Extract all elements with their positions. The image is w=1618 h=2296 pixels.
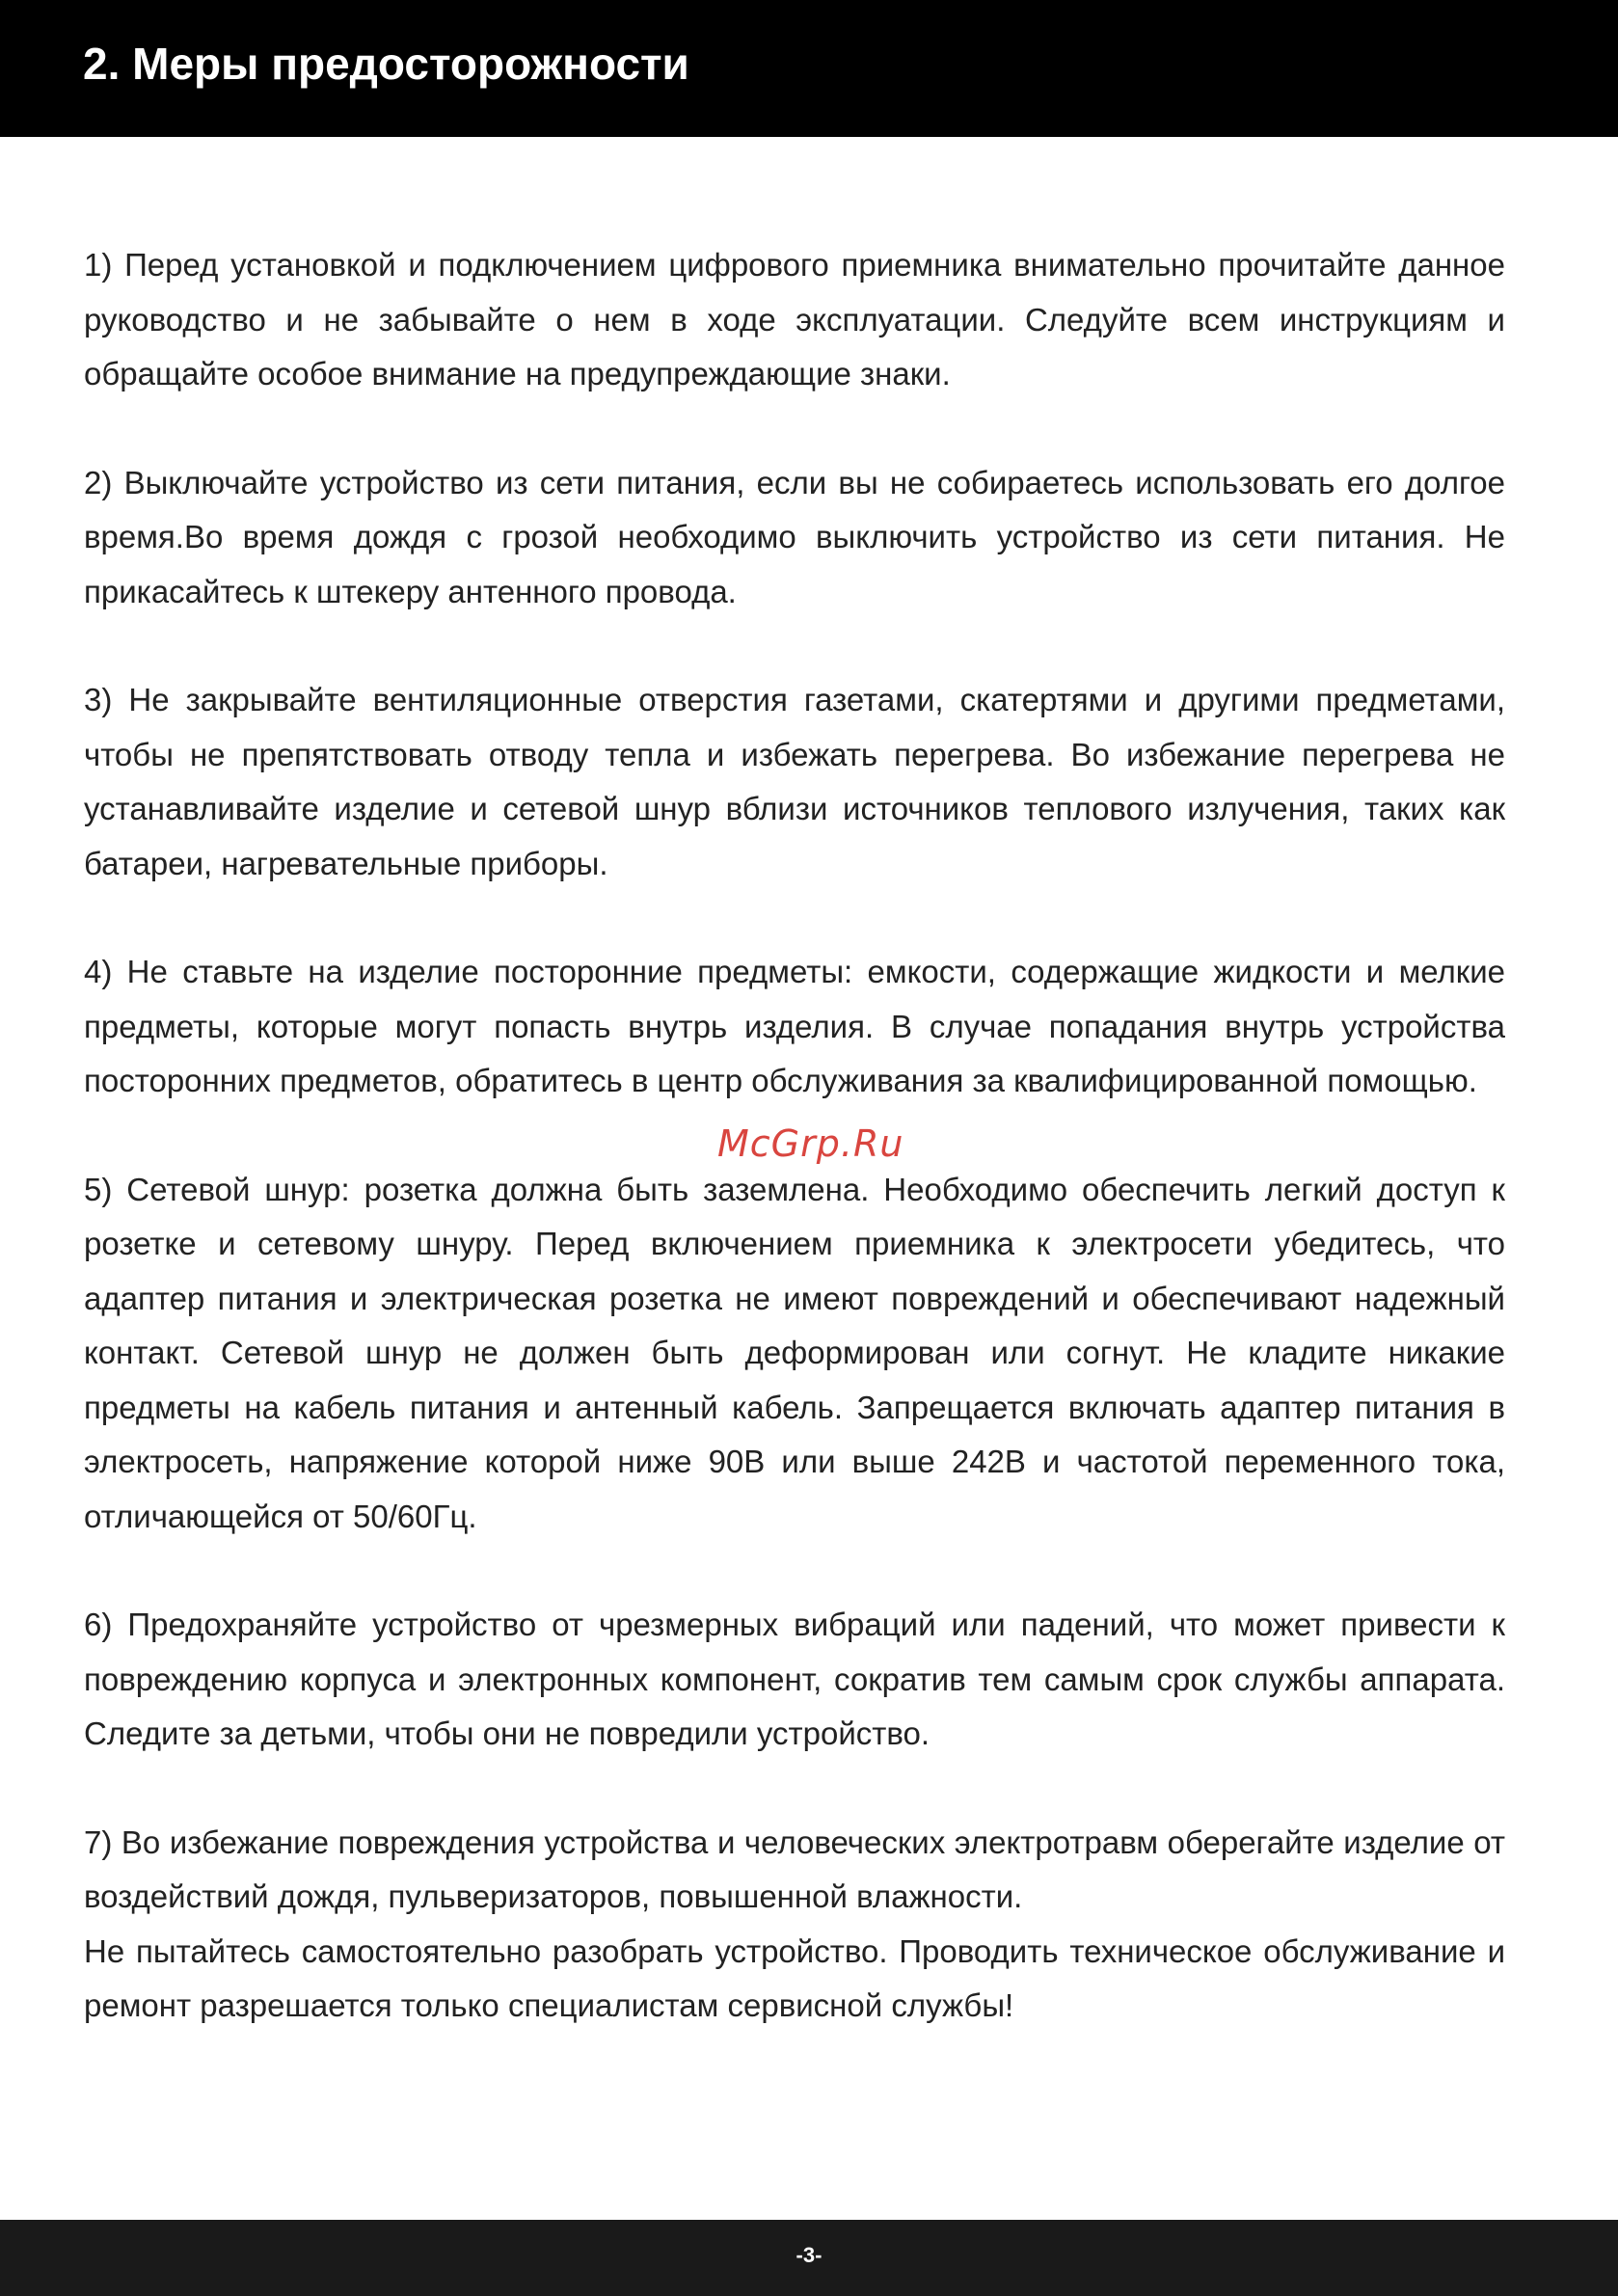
page-title: 2. Меры предосторожности <box>83 39 689 89</box>
precaution-paragraph-5: 5) Сетевой шнур: розетка должна быть заземлена. Необходимо обеспечить легкий доступ к розетке и сетевому шнуру. Перед включением приемника к электросети убедитесь, что адаптер питания и электрическая розетка не имеют повреждений и обеспечивают надежный контакт. Сетевой шнур не должен быть деформирован или согнут. Не кладите никакие предметы на кабель питания и антенный кабель. Запрещается включать адаптер питания в электросеть, напряжение которой ниже 90В или выше 242В и частотой переменного тока, отличающейся от 50/60Гц. <box>84 1171 1505 1534</box>
precaution-paragraph-7-line-2: Не пытайтесь самостоятельно разобрать устройство. Проводить техническое обслуживание и ремонт разрешается только специалистам сервисной службы! <box>84 1932 1505 2023</box>
precaution-paragraph-6: 6) Предохраняйте устройство от чрезмерных вибраций или падений, что может привести к повреждению корпуса и электронных компонент, сократив тем самым срок службы аппарата. Следите за детьми, чтобы они не повредили устройство. <box>84 1607 1505 1751</box>
precaution-paragraph-2: 2) Выключайте устройство из сети питания, если вы не собираетесь использовать его долгое время.Во время дождя с грозой необходимо выключить устройство из сети питания. Не прикасайтесь к штекеру антенного провода. <box>84 464 1505 609</box>
footer-bar <box>0 2220 1618 2296</box>
precaution-paragraph-4: 4) Не ставьте на изделие посторонние предметы: емкости, содержащие жидкости и мелкие предметы, которые могут попасть внутрь изделия. В случае попадания внутрь устройства посторонних предметов, обратитесь в центр обслуживания за квалифицированной помощью. <box>84 954 1505 1098</box>
precaution-paragraph-3: 3) Не закрывайте вентиляционные отверстия газетами, скатертями и другими предметами, чтобы не препятствовать отводу тепла и избежать перегрева. Во избежание перегрева не устанавливайте изделие и сетевой шнур вблизи источников теплового излучения, таких как батареи, нагревательные приборы. <box>84 682 1505 881</box>
precaution-paragraph-7-line-1: 7) Во избежание повреждения устройства и человеческих электротравм оберегайте изделие от воздействий дождя, пульверизаторов, повышенной влажности. <box>84 1823 1505 1914</box>
watermark-text: McGrp.Ru <box>717 1122 904 1165</box>
precaution-paragraph-1: 1) Перед установкой и подключением цифрового приемника внимательно прочитайте данное руководство и не забывайте о нем в ходе эксплуатации. Следуйте всем инструкциям и обращайте особое внимание на предупреждающие знаки. <box>84 247 1505 392</box>
page-number: -3- <box>796 2243 822 2267</box>
precaution-paragraph-7 <box>84 1816 1505 2034</box>
header-bar <box>0 0 1618 137</box>
